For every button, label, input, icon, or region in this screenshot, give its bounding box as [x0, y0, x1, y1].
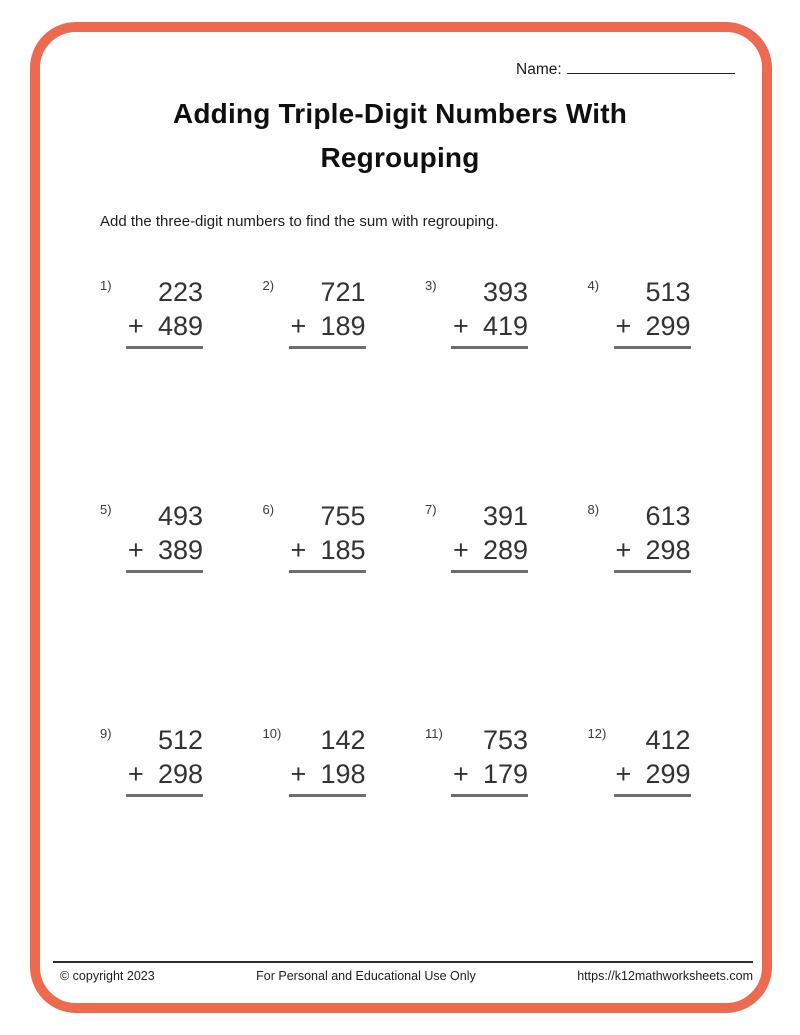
worksheet-title: Adding Triple-Digit Numbers With Regrouping — [172, 98, 628, 173]
top-addend: 412 — [645, 725, 691, 755]
plus-operator: + — [128, 311, 144, 341]
bottom-addend-row — [289, 535, 366, 565]
answer-line — [126, 570, 203, 573]
plus-operator: + — [615, 535, 632, 565]
problem-cell-6 — [263, 501, 426, 573]
bottom-addend-row — [126, 535, 203, 565]
bottom-addend-row — [289, 759, 366, 789]
bottom-addend: 198 — [320, 759, 366, 789]
bottom-addend: 299 — [645, 759, 691, 789]
problem-cell-9 — [100, 725, 263, 797]
plus-operator: + — [615, 311, 632, 341]
top-addend: 142 — [320, 725, 366, 755]
bottom-addend-row — [614, 759, 691, 789]
footer-usage: For Personal and Educational Use Only — [256, 969, 476, 983]
instruction-text: Add the three-digit numbers to find the sum with regrouping. — [100, 213, 499, 230]
name-label: Name: — [516, 61, 562, 78]
top-addend: 393 — [482, 277, 528, 307]
bottom-addend: 289 — [482, 535, 528, 565]
problem-cell-11 — [425, 725, 588, 797]
answer-line — [451, 794, 528, 797]
bottom-addend: 389 — [157, 535, 203, 565]
top-addend: 513 — [645, 277, 691, 307]
plus-operator: + — [290, 311, 307, 341]
top-addend: 753 — [482, 725, 528, 755]
top-addend: 755 — [320, 501, 366, 531]
answer-line — [289, 346, 366, 349]
problem-cell-1 — [100, 277, 263, 349]
bottom-addend: 489 — [157, 311, 203, 341]
problem-stack — [451, 501, 528, 573]
plus-operator: + — [290, 535, 307, 565]
problem-number-label: 5) — [100, 502, 112, 517]
footer — [60, 969, 753, 983]
problem-number-label: 8) — [587, 502, 600, 517]
problem-number-label: 6) — [262, 502, 275, 517]
problem-cell-8 — [588, 501, 751, 573]
problem-cell-12 — [588, 725, 751, 797]
problem-stack — [451, 725, 528, 797]
bottom-addend-row — [451, 759, 528, 789]
footer-url: https://k12mathworksheets.com — [577, 969, 753, 983]
answer-line — [126, 346, 203, 349]
problem-number-label: 11) — [425, 726, 443, 741]
problem-number-label: 10) — [262, 726, 282, 741]
answer-line — [614, 346, 691, 349]
bottom-addend-row — [614, 535, 691, 565]
bottom-addend: 298 — [645, 535, 691, 565]
top-addend: 493 — [157, 501, 203, 531]
problem-stack — [126, 501, 203, 573]
problem-stack — [289, 725, 366, 797]
problem-number-label: 4) — [587, 278, 600, 293]
bottom-addend-row — [451, 311, 528, 341]
bottom-addend: 299 — [645, 311, 691, 341]
footer-divider — [53, 961, 753, 963]
problem-number-label: 12) — [587, 726, 607, 741]
bottom-addend: 298 — [157, 759, 203, 789]
bottom-addend-row — [614, 311, 691, 341]
name-blank-line — [567, 58, 735, 74]
answer-line — [289, 570, 366, 573]
bottom-addend: 189 — [320, 311, 366, 341]
problem-number-label: 7) — [425, 502, 437, 517]
answer-line — [614, 794, 691, 797]
bottom-addend-row — [126, 311, 203, 341]
bottom-addend: 185 — [320, 535, 366, 565]
top-addend: 512 — [157, 725, 203, 755]
plus-operator: + — [290, 759, 307, 789]
problem-cell-10 — [263, 725, 426, 797]
answer-line — [451, 346, 528, 349]
problem-cell-4 — [588, 277, 751, 349]
plus-operator: + — [128, 535, 144, 565]
top-addend: 391 — [482, 501, 528, 531]
plus-operator: + — [453, 311, 469, 341]
top-addend: 613 — [645, 501, 691, 531]
answer-line — [126, 794, 203, 797]
answer-line — [289, 794, 366, 797]
problem-stack — [126, 277, 203, 349]
problem-number-label: 3) — [425, 278, 437, 293]
plus-operator: + — [615, 759, 632, 789]
problem-cell-2 — [263, 277, 426, 349]
plus-operator: + — [453, 535, 469, 565]
top-addend: 223 — [157, 277, 203, 307]
plus-operator: + — [453, 759, 469, 789]
problem-number-label: 2) — [262, 278, 275, 293]
answer-line — [451, 570, 528, 573]
answer-line — [614, 570, 691, 573]
bottom-addend-row — [289, 311, 366, 341]
name-row — [516, 58, 735, 79]
problem-stack — [614, 277, 691, 349]
bottom-addend-row — [126, 759, 203, 789]
bottom-addend-row — [451, 535, 528, 565]
problem-stack — [289, 501, 366, 573]
bottom-addend: 419 — [482, 311, 528, 341]
bottom-addend: 179 — [482, 759, 528, 789]
problem-number-label: 9) — [100, 726, 112, 741]
problem-cell-7 — [425, 501, 588, 573]
plus-operator: + — [128, 759, 144, 789]
problem-number-label: 1) — [100, 278, 112, 293]
problem-stack — [614, 725, 691, 797]
problem-stack — [126, 725, 203, 797]
problem-cell-5 — [100, 501, 263, 573]
problem-stack — [614, 501, 691, 573]
problem-cell-3 — [425, 277, 588, 349]
problems-row-1 — [100, 277, 750, 349]
problems-row-2 — [100, 501, 750, 573]
problem-stack — [451, 277, 528, 349]
problem-stack — [289, 277, 366, 349]
problems-row-3 — [100, 725, 750, 797]
top-addend: 721 — [320, 277, 366, 307]
footer-copyright: © copyright 2023 — [60, 969, 155, 983]
